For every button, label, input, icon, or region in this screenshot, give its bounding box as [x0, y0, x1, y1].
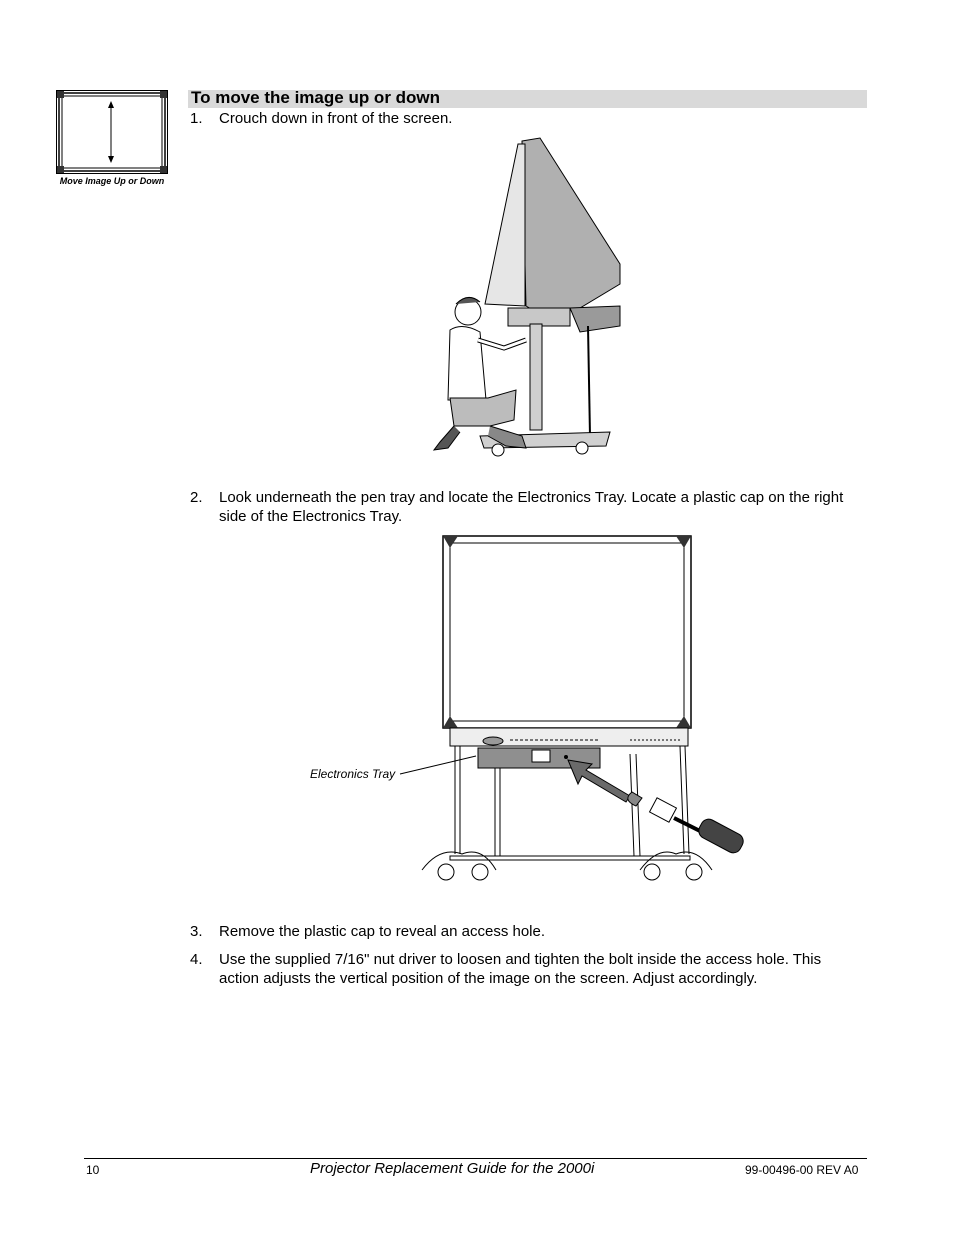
step-text: Look underneath the pen tray and locate the Electronics Tray. Locate a plastic cap on the right side of the Electronics Tray.: [219, 489, 844, 525]
crouching-person-illustration: [430, 136, 630, 461]
electronics-tray-illustration: [300, 534, 760, 886]
up-down-arrow-icon: [56, 90, 168, 174]
step-number: 2.: [190, 489, 203, 506]
section-title: To move the image up or down: [191, 88, 441, 107]
step-number: 3.: [190, 923, 203, 940]
step-text: Crouch down in front of the screen.: [219, 110, 453, 127]
step-number: 1.: [190, 110, 203, 127]
step-text: Use the supplied 7/16" nut driver to loosen and tighten the bolt inside the access hole. This action adjusts the vertical position of the image on the screen. Adjust accordingly.: [219, 951, 822, 987]
footer-title: Projector Replacement Guide for the 2000i: [310, 1160, 595, 1177]
footer-rule: [84, 1158, 867, 1159]
document-number: 99-00496-00 REV A0: [745, 1163, 859, 1177]
step-text: Remove the plastic cap to reveal an access hole.: [219, 923, 546, 940]
step-number: 4.: [190, 951, 203, 968]
thumbnail-caption: Move Image Up or Down: [59, 176, 165, 186]
page-number: 10: [86, 1163, 100, 1177]
electronics-tray-callout: Electronics Tray: [310, 767, 396, 781]
move-image-thumbnail: [56, 90, 168, 174]
